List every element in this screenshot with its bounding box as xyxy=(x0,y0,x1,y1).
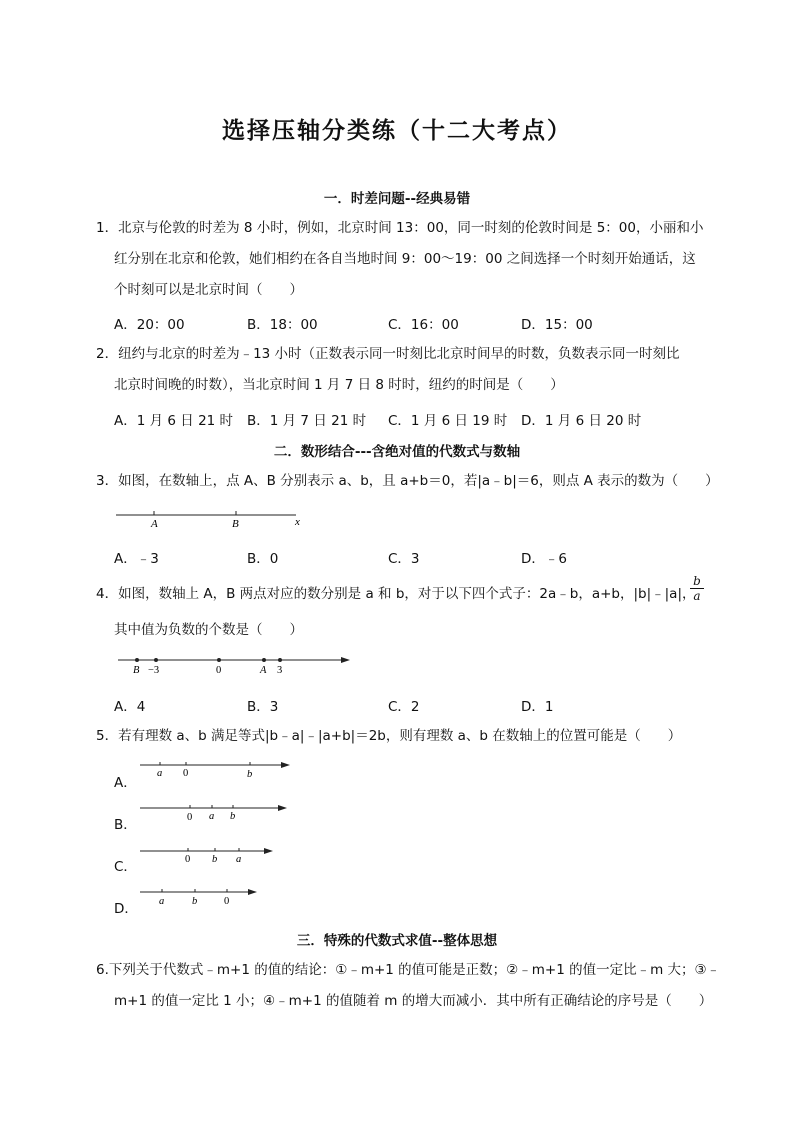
question-2-line-2: 北京时间晚的时数），当北京时间 1 月 7 日 8 时时，纽约的时间是（ ） xyxy=(114,377,564,393)
question-2-option-d[interactable]: D．1 月 6 日 20 时 xyxy=(521,413,642,429)
question-1-line-1: 1．北京与伦敦的时差为 8 小时，例如，北京时间 13：00，同一时刻的伦敦时间是 5：00，小丽和小 xyxy=(96,220,704,236)
label-a: a xyxy=(236,854,242,865)
fraction-denominator: a xyxy=(690,588,704,603)
label-a: a xyxy=(209,811,215,822)
axis-label-A: A xyxy=(260,665,267,676)
question-1-line-2: 红分别在北京和伦敦，她们相约在各自当地时间 9：00～19：00 之间选择一个时刻开始通话，这 xyxy=(114,251,696,267)
question-4-number-line xyxy=(110,652,360,678)
question-2-line-1: 2．纽约与北京的时差为﹣13 小时（正数表示同一时刻比北京时间早的时数，负数表示同一时刻比 xyxy=(96,346,680,362)
question-4-line-2: 其中值为负数的个数是（ ） xyxy=(114,622,303,638)
question-1-option-c[interactable]: C．16：00 xyxy=(388,317,459,333)
question-4-line-1: 4．如图，数轴上 A，B 两点对应的数分别是 a 和 b，对于以下四个式子：2a﹣b，a+b，|b|﹣|a|， xyxy=(96,586,696,602)
question-1-option-a[interactable]: A．20：00 xyxy=(114,317,185,333)
label-b: b xyxy=(212,854,218,865)
question-4-option-b[interactable]: B．3 xyxy=(247,699,279,715)
fraction-numerator: b xyxy=(693,574,701,588)
question-1-line-3: 个时刻可以是北京时间（ ） xyxy=(114,282,303,298)
question-1-option-b[interactable]: B．18：00 xyxy=(247,317,318,333)
axis-label-3: 3 xyxy=(277,665,283,676)
question-3-text: 3．如图，在数轴上，点 A、B 分别表示 a、b，且 a+b＝0，若|a﹣b|＝6，则点 A 表示的数为（ ） xyxy=(96,473,719,489)
label-0: 0 xyxy=(224,896,230,907)
question-6-line-2: m+1 的值一定比 1 小；④﹣m+1 的值随着 m 的增大而减小．其中所有正确结论的序号是（ ） xyxy=(114,993,713,1009)
fraction-b-over-a xyxy=(690,574,704,603)
question-3-option-b[interactable]: B．0 xyxy=(247,551,279,567)
question-5-option-a-number-line[interactable] xyxy=(138,759,298,781)
question-3-number-line xyxy=(110,504,320,530)
axis-label-0: 0 xyxy=(216,665,222,676)
question-1-option-d[interactable]: D．15：00 xyxy=(521,317,593,333)
question-5-option-a-letter[interactable]: A． xyxy=(114,775,137,791)
question-3-option-c[interactable]: C．3 xyxy=(388,551,420,567)
axis-label-A: A xyxy=(151,518,158,530)
label-0: 0 xyxy=(183,768,189,779)
axis-label-x: x xyxy=(295,516,300,528)
label-0: 0 xyxy=(185,854,191,865)
question-2-option-b[interactable]: B．1 月 7 日 21 时 xyxy=(247,413,367,429)
question-5-option-d-number-line[interactable] xyxy=(138,886,298,908)
label-b: b xyxy=(247,769,253,780)
question-3-option-a[interactable]: A．﹣3 xyxy=(114,551,159,567)
axis-label-neg3: −3 xyxy=(148,665,160,676)
page-title: 选择压轴分类练（十二大考点） xyxy=(222,117,572,144)
question-6-line-1: 6.下列关于代数式﹣m+1 的值的结论：①﹣m+1 的值可能是正数；②﹣m+1 的值一定比﹣m 大；③﹣ xyxy=(96,962,721,978)
label-0: 0 xyxy=(187,812,193,823)
axis-label-B: B xyxy=(133,665,140,676)
section-heading-1: 一．时差问题--经典易错 xyxy=(323,191,471,207)
question-5-option-c-number-line[interactable] xyxy=(138,845,298,867)
question-2-option-a[interactable]: A．1 月 6 日 21 时 xyxy=(114,413,234,429)
question-4-option-a[interactable]: A．4 xyxy=(114,699,146,715)
section-heading-3: 三．特殊的代数式求值--整体思想 xyxy=(296,933,498,949)
axis-label-B: B xyxy=(232,518,239,530)
label-a: a xyxy=(157,768,163,779)
question-2-option-c[interactable]: C．1 月 6 日 19 时 xyxy=(388,413,508,429)
question-4-option-c[interactable]: C．2 xyxy=(388,699,420,715)
question-5-option-b-letter[interactable]: B． xyxy=(114,817,137,833)
question-4-option-d[interactable]: D．1 xyxy=(521,699,554,715)
question-5-option-b-number-line[interactable] xyxy=(138,802,298,824)
label-b: b xyxy=(230,811,236,822)
question-5-option-c-letter[interactable]: C． xyxy=(114,859,137,875)
question-5-option-d-letter[interactable]: D． xyxy=(114,901,138,917)
label-b: b xyxy=(192,896,198,907)
question-5-text: 5．若有理数 a、b 满足等式|b﹣a|﹣|a+b|＝2b，则有理数 a、b 在数轴上的位置可能是（ ） xyxy=(96,728,682,744)
question-3-option-d[interactable]: D．﹣6 xyxy=(521,551,567,567)
section-heading-2: 二．数形结合---含绝对值的代数式与数轴 xyxy=(273,444,521,460)
label-a: a xyxy=(159,896,165,907)
